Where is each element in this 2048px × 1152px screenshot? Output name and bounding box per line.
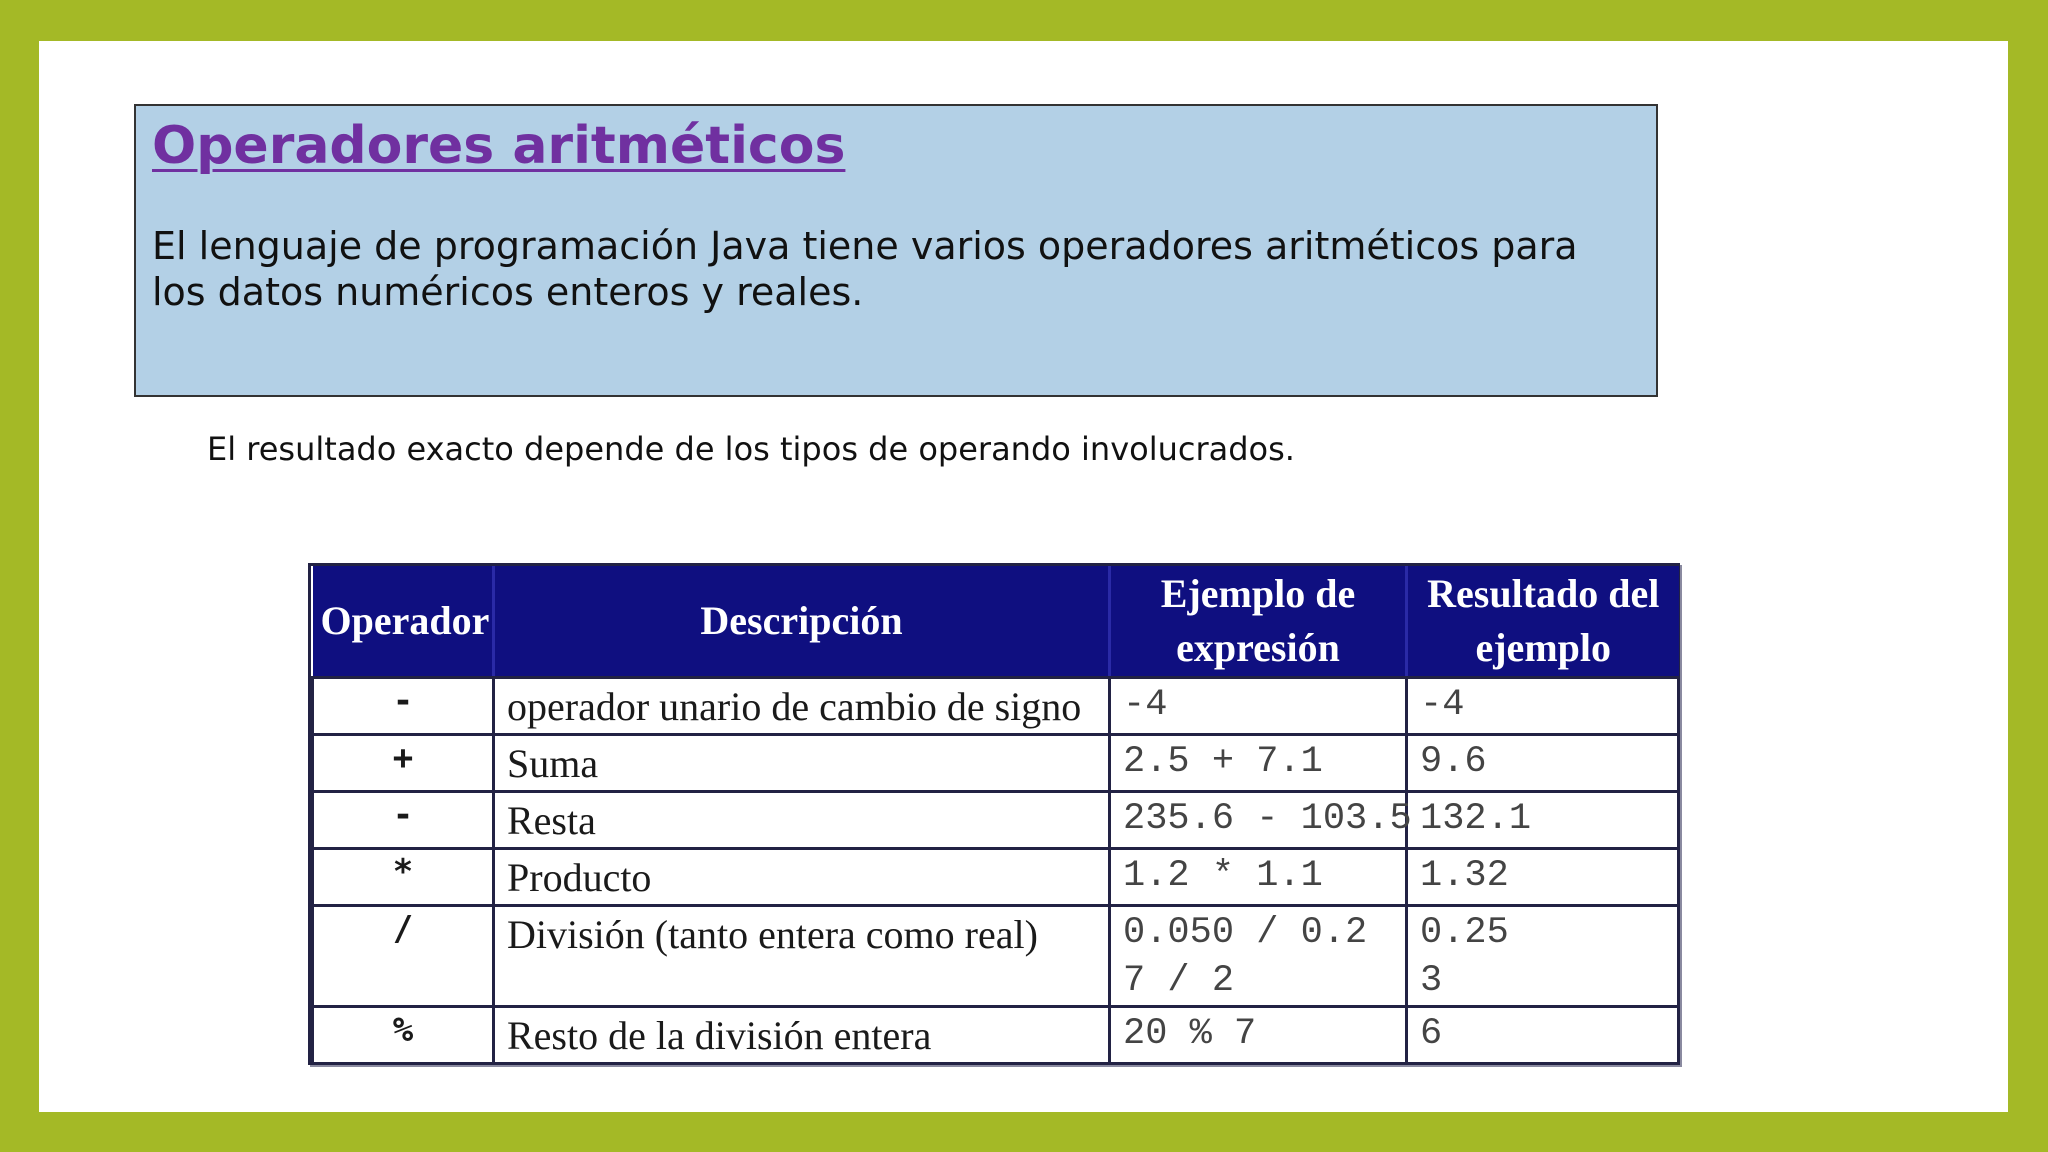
operators-table [311, 566, 1680, 1065]
example-line: 2.5 + 7.1 [1123, 741, 1323, 783]
table-header-row [313, 566, 1679, 678]
column-header: Ejemplo de expresión [1110, 566, 1407, 678]
example-line: -4 [1123, 684, 1168, 726]
example-cell [1110, 1007, 1407, 1064]
example-line: 7 / 2 [1123, 960, 1235, 1002]
example-line: 235.6 - 103.5 [1123, 798, 1412, 840]
operator-cell: * [313, 849, 494, 906]
result-line: 132.1 [1420, 798, 1532, 840]
description-cell: Resta [494, 792, 1110, 849]
operators-table-image [308, 563, 1680, 1065]
description-cell: Resto de la división entera [494, 1007, 1110, 1064]
result-cell [1407, 1007, 1679, 1064]
slide-title: Operadores aritméticos [152, 116, 846, 176]
table-row [313, 849, 1679, 906]
operator-cell: - [313, 792, 494, 849]
column-header: Resultado del ejemplo [1407, 566, 1679, 678]
result-line: 0.25 [1420, 912, 1509, 954]
title-box [134, 104, 1658, 397]
intro-line: El lenguaje de programación Java tiene varios operadores aritméticos para [152, 224, 1578, 268]
example-cell [1110, 906, 1407, 1007]
result-line: 1.32 [1420, 855, 1509, 897]
table-row [313, 735, 1679, 792]
example-cell [1110, 849, 1407, 906]
result-line: -4 [1420, 684, 1465, 726]
intro-text [152, 223, 1632, 315]
example-cell [1110, 792, 1412, 849]
operator-cell: - [313, 678, 494, 735]
column-header: Descripción [494, 566, 1110, 678]
table-row [313, 678, 1679, 735]
description-cell: Producto [494, 849, 1110, 906]
result-line: 6 [1420, 1013, 1443, 1055]
example-line: 0.050 / 0.2 [1123, 912, 1368, 954]
result-cell [1407, 792, 1679, 849]
description-cell: Suma [494, 735, 1110, 792]
operator-cell: + [313, 735, 494, 792]
table-row [313, 792, 1679, 849]
operator-cell: % [313, 1007, 494, 1064]
result-cell [1407, 906, 1679, 1007]
table-row [313, 906, 1679, 1007]
example-cell [1110, 678, 1407, 735]
slide [39, 41, 2008, 1112]
operator-cell: / [313, 906, 494, 1007]
result-line: 9.6 [1420, 741, 1487, 783]
description-cell: operador unario de cambio de signo [494, 678, 1110, 735]
example-line: 20 % 7 [1123, 1013, 1257, 1055]
example-line: 1.2 * 1.1 [1123, 855, 1323, 897]
column-header: Operador [313, 566, 494, 678]
table-row [313, 1007, 1679, 1064]
result-line: 3 [1420, 960, 1443, 1002]
result-cell [1407, 849, 1679, 906]
result-cell [1407, 678, 1679, 735]
result-cell [1407, 735, 1679, 792]
example-cell [1110, 735, 1407, 792]
note-text: El resultado exacto depende de los tipos de operando involucrados. [207, 430, 1295, 468]
description-cell: División (tanto entera como real) [494, 906, 1110, 1007]
intro-line: los datos numéricos enteros y reales. [152, 270, 864, 314]
